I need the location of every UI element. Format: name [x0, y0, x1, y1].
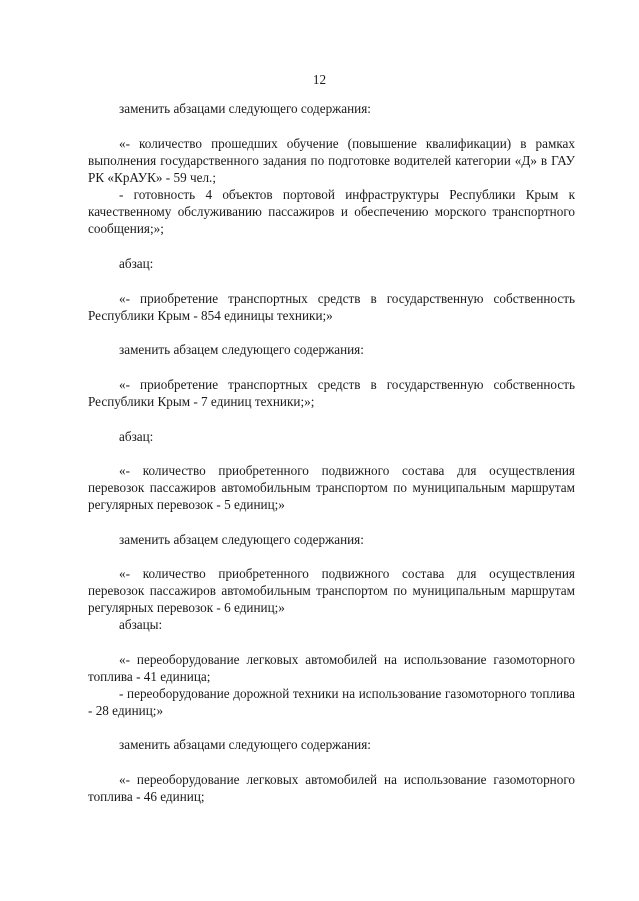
paragraph-text: заменить абзацем следующего содержания:	[119, 342, 364, 357]
paragraph-text: «- приобретение транспортных средств в государственную собственность Республики Крым - 7 единиц техники;»;	[88, 377, 575, 409]
paragraph-port-readiness	[88, 186, 575, 237]
paragraph-text: «- переоборудование легковых автомобилей на использование газомоторного топлива - 41 единица;	[88, 652, 575, 684]
paragraph-text: абзацы:	[119, 617, 163, 632]
paragraph-text: абзац:	[119, 429, 154, 444]
paragraph-label-abzacy	[119, 616, 575, 633]
paragraph-training-quote	[88, 135, 575, 186]
paragraph-label-abzac-1	[119, 255, 575, 272]
paragraph-vehicles-854	[88, 290, 575, 324]
paragraph-vehicles-7	[88, 376, 575, 410]
paragraph-text: «- количество прошедших обучение (повышение квалификации) в рамках выполнения государственного задания по подготовке водителей категории «Д» в ГАУ РК «КрАУК» - 59 чел.;	[88, 136, 575, 185]
paragraph-text: «- переоборудование легковых автомобилей на использование газомоторного топлива - 46 единиц;	[88, 772, 575, 804]
paragraph-rolling-stock-5	[88, 462, 575, 513]
page-number: 12	[312, 72, 327, 87]
paragraph-text: заменить абзацами следующего содержания:	[119, 737, 371, 752]
paragraph-replace-intro-2	[119, 341, 575, 358]
paragraph-rolling-stock-6	[88, 565, 575, 616]
paragraph-label-abzac-2	[119, 428, 575, 445]
paragraph-replace-intro-3	[119, 531, 575, 548]
paragraph-replace-intro-4	[119, 736, 575, 753]
paragraph-text: заменить абзацами следующего содержания:	[119, 101, 371, 116]
paragraph-text: «- количество приобретенного подвижного состава для осуществления перевозок пассажиров автомобильным транспортом по муниципальным маршрутам регулярных перевозок - 6 единиц;»	[88, 566, 575, 615]
paragraph-text: - готовность 4 объектов портовой инфраструктуры Республики Крым к качественному обслуживанию пассажиров и обеспечению морского транспортного сообщения;»;	[88, 187, 575, 236]
paragraph-text: заменить абзацем следующего содержания:	[119, 532, 364, 547]
paragraph-text: абзац:	[119, 256, 154, 271]
paragraph-text: «- приобретение транспортных средств в государственную собственность Республики Крым - 854 единицы техники;»	[88, 291, 575, 323]
paragraph-gas-cars-46	[88, 771, 575, 805]
paragraph-gas-cars-41	[88, 651, 575, 685]
paragraph-replace-intro-1	[119, 100, 575, 117]
paragraph-text: - переоборудование дорожной техники на использование газомоторного топлива - 28 единиц;»	[88, 686, 575, 718]
paragraph-gas-road-28	[88, 685, 575, 719]
paragraph-text: «- количество приобретенного подвижного состава для осуществления перевозок пассажиров автомобильным транспортом по муниципальным маршрутам регулярных перевозок - 5 единиц;»	[88, 463, 575, 512]
